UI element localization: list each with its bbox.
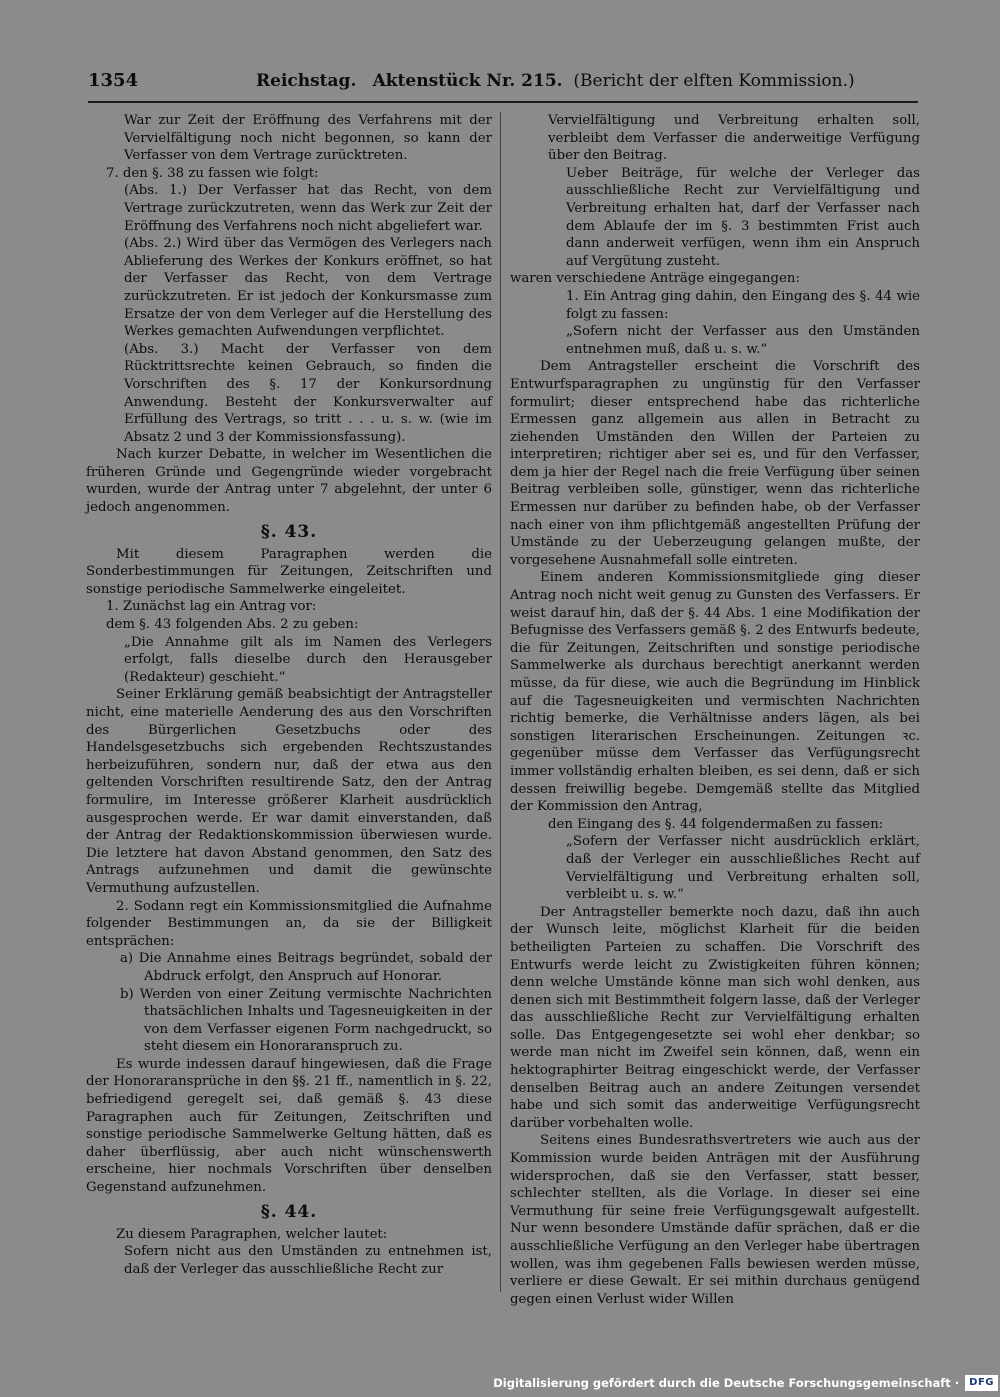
footer-credit	[493, 1373, 998, 1393]
running-head	[256, 66, 855, 96]
paragraph: „Sofern nicht der Verfasser aus den Umständen entnehmen muß, daß u. s. w.“	[566, 324, 920, 357]
paragraph: Der Antragsteller bemerkte noch dazu, daß ihn auch der Wunsch leite, möglichst Klarheit für die beiden betheiligten Parteien zu schaffen. Die Vorschrift des Entwurfs werde leicht zu Zwistigkeiten führen können; denn welche Umstände könne man sich wohl denken, aus denen sich mit Bestimmtheit folgern lasse, daß der Verleger das ausschließliche Recht zur Vervielfältigung erhalten solle. Das Entgegengesetzte sei wohl eher denkbar; so werde man nicht im Zweifel sein können, daß, wenn ein hektographirter Beitrag eingeschickt werde, der Verfasser denselben Beitrag auch an andere Zeitungen versendet habe und sich somit das anderweitige Verfügungsrecht darüber vorbehalten wolle.	[510, 904, 920, 1131]
paragraph: 2. Sodann regt ein Kommissionsmitglied die Aufnahme folgender Bestimmungen an, da sie der Billigkeit entsprächen:	[86, 898, 492, 949]
right-column	[510, 112, 920, 1308]
footer-text: Digitalisierung gefördert durch die Deutsche Forschungsgemeinschaft	[493, 1376, 951, 1390]
paragraph: 1. Zunächst lag ein Antrag vor:	[106, 599, 317, 615]
paragraph: Ueber Beiträge, für welche der Verleger das ausschließliche Recht zur Vervielfältigung und Verbreitung erhalten hat, darf der Verfasser nach dem Ablaufe der im §. 3 bestimmten Frist auch dann anderweit verfügen, wenn ihm ein Anspruch auf Vergütung zusteht.	[566, 165, 920, 269]
paragraph: 7. den §. 38 zu fassen wie folgt:	[106, 165, 319, 181]
paragraph: a) Die Annahme eines Beitrags begründet, sobald der Abdruck erfolgt, den Anspruch auf Honorar.	[120, 951, 492, 984]
paragraph: (Abs. 3.) Macht der Verfasser von dem Rücktrittsrechte keinen Gebrauch, so finden die Vorschriften des §. 17 der Konkursordnung Anwendung. Besteht der Konkursverwalter auf Erfüllung des Vertrags, so tritt . . . u. s. w. (wie im Absatz 2 und 3 der Kommissionsfassung).	[124, 341, 492, 445]
section-heading: §. 43.	[260, 521, 318, 542]
paragraph: Sofern nicht aus den Umständen zu entnehmen ist, daß der Verleger das ausschließliche Recht zur	[124, 1244, 492, 1277]
page-number: 1354	[88, 70, 139, 91]
running-head-left: Reichstag.	[256, 71, 357, 91]
header-rule	[88, 101, 918, 103]
paragraph: Nach kurzer Debatte, in welcher im Wesentlichen die früheren Gründe und Gegengründe wieder vorgebracht wurden, wurde der Antrag unter 7 abgelehnt, der unter 6 jedoch angenommen.	[86, 447, 492, 516]
paragraph: b) Werden von einer Zeitung vermischte Nachrichten thatsächlichen Inhalts und Tagesneuigkeiten in der von dem Verfasser eigenen Form nachgedruckt, so steht diesem ein Honoraranspruch zu.	[120, 986, 492, 1055]
running-head-mid: Aktenstück Nr. 215.	[372, 71, 563, 91]
paragraph: Vervielfältigung und Verbreitung erhalten soll, verbleibt dem Verfasser die anderweitige Verfügung über den Beitrag.	[548, 113, 920, 164]
column-divider	[500, 112, 501, 1292]
dfg-logo: DFG	[965, 1375, 998, 1391]
paragraph: waren verschiedene Anträge eingegangen:	[510, 271, 800, 287]
paragraph: Mit diesem Paragraphen werden die Sonderbestimmungen für Zeitungen, Zeitschriften und sonstige periodische Sammelwerke eingeleitet.	[86, 546, 492, 597]
section-heading: §. 44.	[260, 1201, 318, 1222]
running-header	[88, 66, 918, 96]
paragraph: Es wurde indessen darauf hingewiesen, daß die Frage der Honoraransprüche in den §§. 21 ff., namentlich in §. 22, befriedigend geregelt sei, daß gemäß §. 43 diese Paragraphen auch für Zeitungen, Zeitschriften und sonstige periodische Sammelwerke Geltung hätten, daß es daher überflüssig, aber auch nicht wünschenswerth erscheine, hier nochmals Vorschriften über denselben Gegenstand aufzunehmen.	[86, 1056, 492, 1196]
running-head-right: (Bericht der elften Kommission.)	[573, 71, 855, 91]
paragraph: War zur Zeit der Eröffnung des Verfahrens mit der Vervielfältigung noch nicht begonnen, so kann der Verfasser von dem Vertrage zurücktreten.	[124, 113, 492, 164]
paragraph: dem §. 43 folgenden Abs. 2 zu geben:	[106, 617, 359, 633]
paragraph: Einem anderen Kommissionsmitgliede ging dieser Antrag noch nicht weit genug zu Gunsten des Verfassers. Er weist darauf hin, daß der §. 44 Abs. 1 eine Modifikation der Befugnisse des Verfassers gemäß §. 2 des Entwurfs bedeute, die für Zeitungen, Zeitschriften und sonstige periodische Sammelwerke als durchaus berechtigt anerkannt werden müsse, da für diese, wie auch die Begründung im Hinblick auf die Tagesneuigkeiten und vermischten Nachrichten richtig bemerke, die Verhältnisse anders lägen, als bei sonstigen literarischen Erscheinungen. Zeitungen ꝛc. gegenüber müsse dem Verfasser das Verfügungsrecht immer vollständig erhalten bleiben, es sei denn, daß er sich dessen freiwillig begebe. Demgemäß stellte das Mitglied der Kommission den Antrag,	[510, 570, 920, 815]
paragraph: den Eingang des §. 44 folgendermaßen zu fassen:	[548, 816, 884, 832]
footer-separator: ·	[954, 1376, 960, 1390]
paragraph: Zu diesem Paragraphen, welcher lautet:	[116, 1226, 388, 1242]
paragraph: 1. Ein Antrag ging dahin, den Eingang des §. 44 wie folgt zu fassen:	[566, 288, 920, 322]
paragraph: Dem Antragsteller erscheint die Vorschrift des Entwurfsparagraphen zu ungünstig für den Verfasser formulirt; dieser entsprechend habe das richterliche Ermessen ganz allgemein aus allen in Betracht zu ziehenden Umständen den Willen der Parteien zu interpretiren; richtiger aber sei es, und für den Verfasser, dem ja hier der Regel nach die freie Verfügung über seinen Beitrag verbleiben solle, günstiger, wenn das richterliche Ermessen nur darüber zu befinden habe, ob der Verfasser nach einer von ihm pflichtgemäß angestellten Prüfung der Umstände zu der Ueberzeugung gelangen mußte, der vorgesehene Ausnahmefall solle eintreten.	[510, 359, 920, 568]
paragraph: „Die Annahme gilt als im Namen des Verlegers erfolgt, falls dieselbe durch den Herausgeber (Redakteur) geschieht.“	[124, 634, 492, 685]
paragraph: (Abs. 1.) Der Verfasser hat das Recht, von dem Vertrage zurückzutreten, wenn das Werk zur Zeit der Eröffnung des Verfahrens noch nicht abgeliefert war.	[124, 183, 492, 234]
paragraph: Seiner Erklärung gemäß beabsichtigt der Antragsteller nicht, eine materielle Aenderung des aus den Vorschriften des Bürgerlichen Gesetzbuchs oder des Handelsgesetzbuchs sich ergebenden Rechtszustandes herbeizuführen, sondern nur, daß der etwa aus den geltenden Vorschriften resultirende Satz, den der Antrag formulire, im Interesse größerer Klarheit ausdrücklich ausgesprochen werde. Er war damit einverstanden, daß der Antrag der Redaktionskommission überwiesen wurde. Die letztere hat davon Abstand genommen, den Satz des Antrags aufzunehmen und damit die gewünschte Vermuthung aufzustellen.	[86, 687, 492, 896]
paragraph: (Abs. 2.) Wird über das Vermögen des Verlegers nach Ablieferung des Werkes der Konkurs eröffnet, so hat der Verfasser das Recht, von dem Vertrage zurückzutreten. Er ist jedoch der Konkursmasse zum Ersatze der von dem Verleger auf die Herstellung des Werkes gemachten Aufwendungen verpflichtet.	[124, 236, 492, 340]
left-column	[86, 112, 492, 1278]
paragraph: „Sofern der Verfasser nicht ausdrücklich erklärt, daß der Verleger ein ausschließliches Recht auf Vervielfältigung und Verbreitung erhalten soll, verbleibt u. s. w.“	[566, 834, 920, 903]
paragraph: Seitens eines Bundesrathsvertreters wie auch aus der Kommission wurde beiden Anträgen mit der Ausführung widersprochen, daß sie den Verfasser, statt besser, schlechter stellten, als die Vorlage. In dieser sei eine Vermuthung für seine freie Verfügungsgewalt aufgestellt. Nur wenn besondere Umstände dafür sprächen, daß er die ausschließliche Verfügung an den Verleger habe übertragen wollen, was ihm gegebenen Falls bewiesen werden müsse, verliere er diese Gewalt. Er sei mithin durchaus genügend gegen einen Verlust wider Willen	[510, 1133, 920, 1307]
